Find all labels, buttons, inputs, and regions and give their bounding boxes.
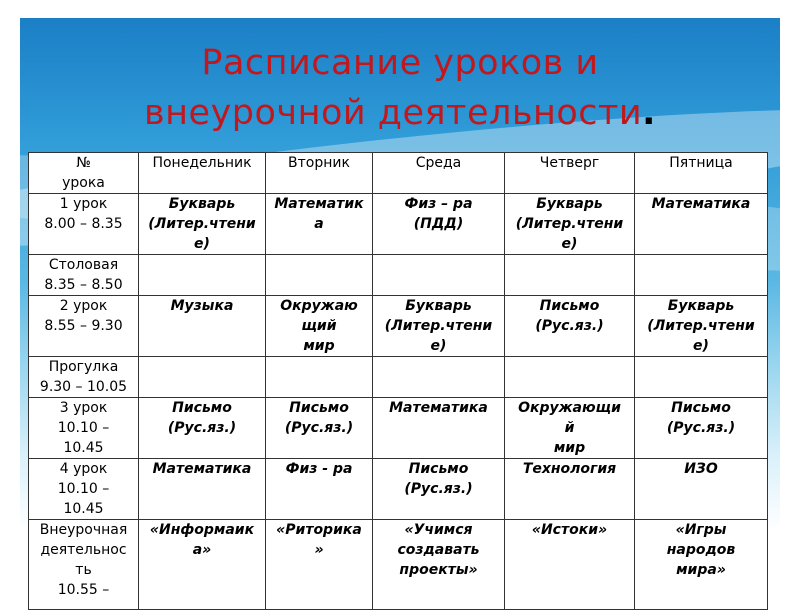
subject-cell — [373, 459, 505, 520]
subject-cell — [266, 520, 373, 610]
subject-cell — [373, 357, 505, 398]
table-row — [29, 255, 768, 296]
subject-text: (ПДД) — [413, 216, 464, 232]
lesson-time-text: 8.55 – 9.30 — [44, 318, 123, 334]
subject-cell — [266, 255, 373, 296]
subject-text: мира» — [676, 562, 726, 578]
subject-text: народов — [666, 542, 736, 558]
lesson-time-text: ть — [75, 562, 92, 578]
lesson-time-text: 1 урок — [59, 196, 108, 212]
subject-cell — [139, 398, 266, 459]
subject-text: Музыка — [170, 298, 234, 314]
subject-text: (Литер.чтени — [515, 216, 624, 232]
subject-cell — [505, 194, 635, 255]
subject-cell — [373, 296, 505, 357]
subject-cell — [635, 194, 768, 255]
subject-cell — [635, 398, 768, 459]
subject-text: (Рус.яз.) — [666, 420, 736, 436]
lesson-time-text: 2 урок — [59, 298, 108, 314]
lesson-time-cell — [29, 194, 139, 255]
subject-text: ИЗО — [684, 461, 718, 477]
lesson-time-text: 4 урок — [59, 461, 108, 477]
subject-text: «Игры — [675, 522, 727, 538]
column-header-text: урока — [62, 175, 105, 191]
lesson-time-text: 10.55 – — [57, 582, 110, 598]
subject-text: «Информаик — [149, 522, 255, 538]
subject-text: «Учимся — [404, 522, 473, 538]
subject-cell — [505, 255, 635, 296]
column-header — [139, 153, 266, 194]
subject-text: мир — [303, 338, 335, 354]
subject-cell — [266, 357, 373, 398]
lesson-time-text: 8.00 – 8.35 — [44, 216, 123, 232]
subject-cell — [139, 255, 266, 296]
column-header-text: Вторник — [288, 155, 350, 171]
subject-text: (Рус.яз.) — [284, 420, 354, 436]
lesson-time-text: 10.45 — [63, 501, 104, 517]
subject-text: (Рус.яз.) — [535, 318, 604, 334]
subject-text: (Литер.чтени — [384, 318, 493, 334]
subject-text: Письмо — [289, 400, 349, 416]
subject-cell — [635, 459, 768, 520]
lesson-time-text: Внеурочная — [39, 522, 128, 538]
subject-cell — [266, 459, 373, 520]
schedule-table — [28, 152, 768, 610]
subject-text: Физ - ра — [285, 461, 353, 477]
subject-text: (Литер.чтени — [647, 318, 755, 334]
column-header-text: Пятница — [669, 155, 733, 171]
column-header-text: Среда — [415, 155, 462, 171]
lesson-time-cell — [29, 398, 139, 459]
lesson-time-text: 8.35 – 8.50 — [44, 277, 123, 293]
subject-cell — [266, 296, 373, 357]
subject-cell — [505, 398, 635, 459]
subject-text: Математика — [389, 400, 488, 416]
subject-cell — [139, 459, 266, 520]
lesson-time-text: 10.45 — [63, 440, 104, 456]
subject-cell — [505, 459, 635, 520]
subject-cell — [139, 357, 266, 398]
column-header — [266, 153, 373, 194]
table-row — [29, 357, 768, 398]
subject-text: Письмо — [408, 461, 469, 477]
subject-text: е) — [693, 338, 709, 354]
lesson-time-text: деятельнос — [40, 542, 127, 558]
subject-text: Письмо — [172, 400, 232, 416]
subject-text: а» — [192, 542, 212, 558]
lesson-time-text: 9.30 – 10.05 — [39, 379, 128, 395]
subject-cell — [266, 398, 373, 459]
column-header — [635, 153, 768, 194]
subject-cell — [139, 520, 266, 610]
table-row — [29, 459, 768, 520]
subject-cell — [266, 194, 373, 255]
column-header — [373, 153, 505, 194]
column-header — [29, 153, 139, 194]
lesson-time-cell — [29, 296, 139, 357]
subject-cell — [505, 520, 635, 610]
subject-cell — [373, 398, 505, 459]
header-row — [29, 153, 768, 194]
subject-text: Технология — [522, 461, 617, 477]
subject-text: й — [564, 420, 575, 436]
subject-text: Букварь — [168, 196, 236, 212]
subject-text: Букварь — [536, 196, 603, 212]
column-header-text: Понедельник — [152, 155, 252, 171]
lesson-time-cell — [29, 357, 139, 398]
lesson-time-text: Столовая — [48, 257, 119, 273]
subject-text: Письмо — [539, 298, 600, 314]
subject-text: е) — [430, 338, 447, 354]
slide-title — [20, 38, 780, 138]
subject-text: Окружаю — [280, 298, 358, 314]
subject-text: «Истоки» — [531, 522, 608, 538]
table-row — [29, 194, 768, 255]
subject-text: Математик — [274, 196, 364, 212]
lesson-time-cell — [29, 459, 139, 520]
subject-text: Букварь — [405, 298, 472, 314]
column-header-text: № — [76, 155, 91, 171]
title-end-mark: . — [642, 93, 656, 133]
lesson-time-text: 10.10 – — [57, 481, 110, 497]
subject-cell — [505, 357, 635, 398]
subject-text: Письмо — [671, 400, 731, 416]
subject-cell — [373, 520, 505, 610]
subject-cell — [139, 296, 266, 357]
subject-text: Букварь — [667, 298, 735, 314]
column-header — [505, 153, 635, 194]
table-row — [29, 296, 768, 357]
subject-cell — [635, 296, 768, 357]
subject-text: Окружающи — [518, 400, 621, 416]
subject-text: (Литер.чтени — [148, 216, 256, 232]
subject-text: Математика — [651, 196, 751, 212]
subject-text: проекты» — [399, 562, 478, 578]
subject-text: Физ – ра — [404, 196, 473, 212]
lesson-time-cell — [29, 255, 139, 296]
title-line-2-text: внеурочной деятельности — [144, 93, 643, 133]
subject-text: «Риторика — [276, 522, 362, 538]
column-header-text: Четверг — [539, 155, 600, 171]
subject-text: создавать — [397, 542, 480, 558]
subject-cell — [635, 520, 768, 610]
table-row — [29, 520, 768, 610]
subject-text: е) — [194, 236, 210, 252]
title-line-2 — [20, 88, 780, 138]
subject-text: щий — [301, 318, 337, 334]
subject-cell — [635, 255, 768, 296]
subject-cell — [505, 296, 635, 357]
lesson-time-text: Прогулка — [48, 359, 119, 375]
subject-text: (Рус.яз.) — [167, 420, 237, 436]
subject-text: Математика — [152, 461, 252, 477]
lesson-time-text: 3 урок — [59, 400, 108, 416]
subject-cell — [373, 255, 505, 296]
lesson-time-text: 10.10 – — [57, 420, 110, 436]
subject-cell — [373, 194, 505, 255]
subject-text: » — [314, 542, 324, 558]
table-row — [29, 398, 768, 459]
subject-text: мир — [553, 440, 586, 456]
title-line-1: Расписание уроков и — [201, 43, 599, 83]
subject-text: е) — [561, 236, 578, 252]
table-body — [29, 194, 768, 610]
subject-text: а — [314, 216, 324, 232]
lesson-time-cell — [29, 520, 139, 610]
subject-cell — [635, 357, 768, 398]
subject-text: (Рус.яз.) — [404, 481, 473, 497]
subject-cell — [139, 194, 266, 255]
